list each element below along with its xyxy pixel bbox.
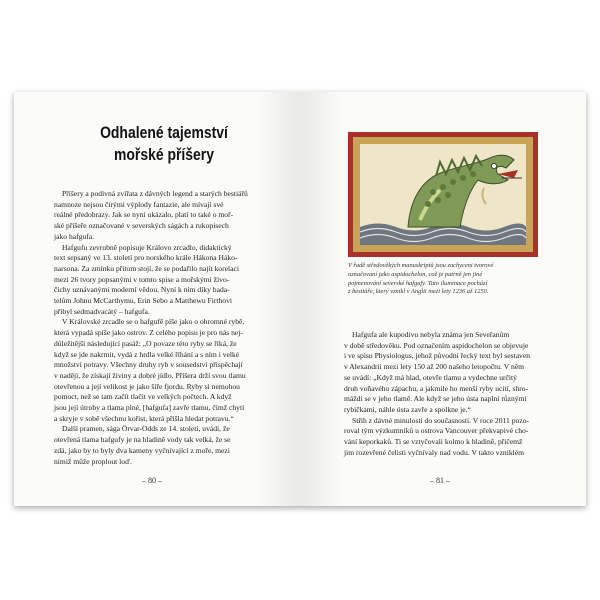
illustration-caption <box>348 262 538 297</box>
text-line: v době středověku. Pod označením aspidochelon se objevuje <box>344 340 529 350</box>
text-line: mezi 26 tvory popsanými v tomto spise a mořskými živo- <box>54 274 230 284</box>
text-line: otevřená tlama hafgufy je na hladině vody tak velká, že se <box>54 435 231 445</box>
left-page <box>14 92 300 506</box>
text-line: i ve spisu Physiologus, jehož původní řecký text byl sestaven <box>344 351 531 361</box>
text-line: která vypadá spíše jako ostrov. Z celého popisu je pro nás nej- <box>54 328 243 338</box>
chapter-title-line: Odhalené tajemství <box>100 123 228 142</box>
text-line: jako hafgufa. <box>54 231 95 241</box>
text-line: z bestiáře, který vznikl v Anglii mezi lety 1236 až 1250. <box>348 288 489 296</box>
text-line: Hafgufu zevrubně popisuje Královo zrcadlo, didaktický <box>62 242 232 252</box>
text-line: text sepsaný ve 13. století pro norského krále Hákona Háko- <box>54 253 238 263</box>
text-line: telům Johnu McCarthymu, Erin Sebo a Matthewu Firthovi <box>54 296 233 306</box>
text-line: druh voňavého zápachu, a jakmile ho menší ryby ucítí, shro- <box>344 383 529 393</box>
text-line: přibyl sedmadvacátý – hafgufa. <box>54 306 150 316</box>
chapter-title-line: mořské příšery <box>114 145 214 164</box>
page-number: – 80 – <box>142 476 162 485</box>
text-line: otevřenou a její velikost je jako šíře fjordu. Ryby si nemohou <box>54 381 240 391</box>
text-line: důležitější následující pasáž: „O povaze této ryby se říká, že <box>54 338 237 348</box>
text-line: Další pramen, sága Örvar-Odds ze 14. století, uvádí, že <box>62 424 230 434</box>
text-line: množství potravy. Všechny druhy ryb v sousedství přispěchají <box>54 360 243 370</box>
text-line: Příšery a podivná zvířata z dávných legend a starých bestiářů <box>62 189 248 198</box>
text-line: namnoze nejsou čirými výplody fantazie, ale mívají své <box>54 199 224 209</box>
text-line: pojmenování severské hafgufy. Tato iluminace pochází <box>348 279 488 287</box>
chapter-title <box>90 122 238 166</box>
text-line: zdá, jako by to byly dva kameny vyčnívající z moře, mezi <box>54 445 230 455</box>
text-line: rybičkami, náhle ústa zavře a spolkne je.“ <box>344 404 471 414</box>
text-line: máždí se v jeho tlamě. Ale když se jeho ústa naplní různými <box>344 394 527 404</box>
text-line: a skryje v sobě všechnu kořist, která přišla hledat potravu.“ <box>54 413 234 423</box>
text-line: jsou její útroby a tlama plné, [hafgufa] zavře tlamu, čímž chytí <box>54 403 245 413</box>
text-line: jim rozevřené čelisti vyčnívaly nad vodu. V takto vzniklém <box>344 447 525 457</box>
text-line: v Alexandrii mezi lety 150 až 200 našeho letopočtu. V něm <box>344 362 525 372</box>
left-body-text <box>54 189 260 467</box>
text-line: roval tým výzkumníků u ostrova Vancouver překvapivé cho- <box>344 426 529 436</box>
text-line: Hafgufa ale kupodivu nebyla známa jen Seveřanům <box>352 330 510 339</box>
text-line: v naději, že získají živiny a dobré jídlo. Příšera drží svou tlamu <box>54 370 246 380</box>
text-line: V řadě středověkých manuskriptů jsou zachyceni tvorové <box>348 262 494 269</box>
text-line: se uvádí: „Když má hlad, otevře tlamu a vydechne určitý <box>344 372 517 382</box>
text-line: pomoct, než se tam začít tlačit ve velkých počtech. A když <box>54 392 232 402</box>
text-line: V Královské zrcadle se o hafgufě píše jako o ohromné rybě, <box>62 317 245 327</box>
text-line: reálné předobrazy. Jak se nyní ukázalo, platí to také o moř- <box>54 210 234 220</box>
text-line: čichy uznávanými moderní vědou. Nyní k nim díky bada- <box>54 285 230 295</box>
page-number: – 81 – <box>430 476 450 485</box>
text-line: nimiž může proplout loď. <box>54 456 132 466</box>
text-line: označovaní jako aspidochelon, což je patrně jen jiné <box>348 270 483 278</box>
right-page <box>300 92 586 506</box>
text-line: narsona. Za zmínku přitom stojí, že se podařilo najít korelaci <box>54 263 239 273</box>
text-line: Střih z dávné minulosti do současnosti. V roce 2011 pozo- <box>352 415 530 425</box>
right-body-text <box>344 330 544 458</box>
text-line: když se jde nakrmit, vydá z hrdla velké říhání a s ním i velké <box>54 349 240 359</box>
text-line: ské příšeře označované v severských ságách a rukopisech <box>54 221 229 231</box>
text-line: vání keporkaků. Ti se vztyčovali kolmo k hladině, přičemž <box>344 437 523 447</box>
sea-monster-illumination <box>348 132 538 257</box>
book-spread <box>14 92 586 506</box>
